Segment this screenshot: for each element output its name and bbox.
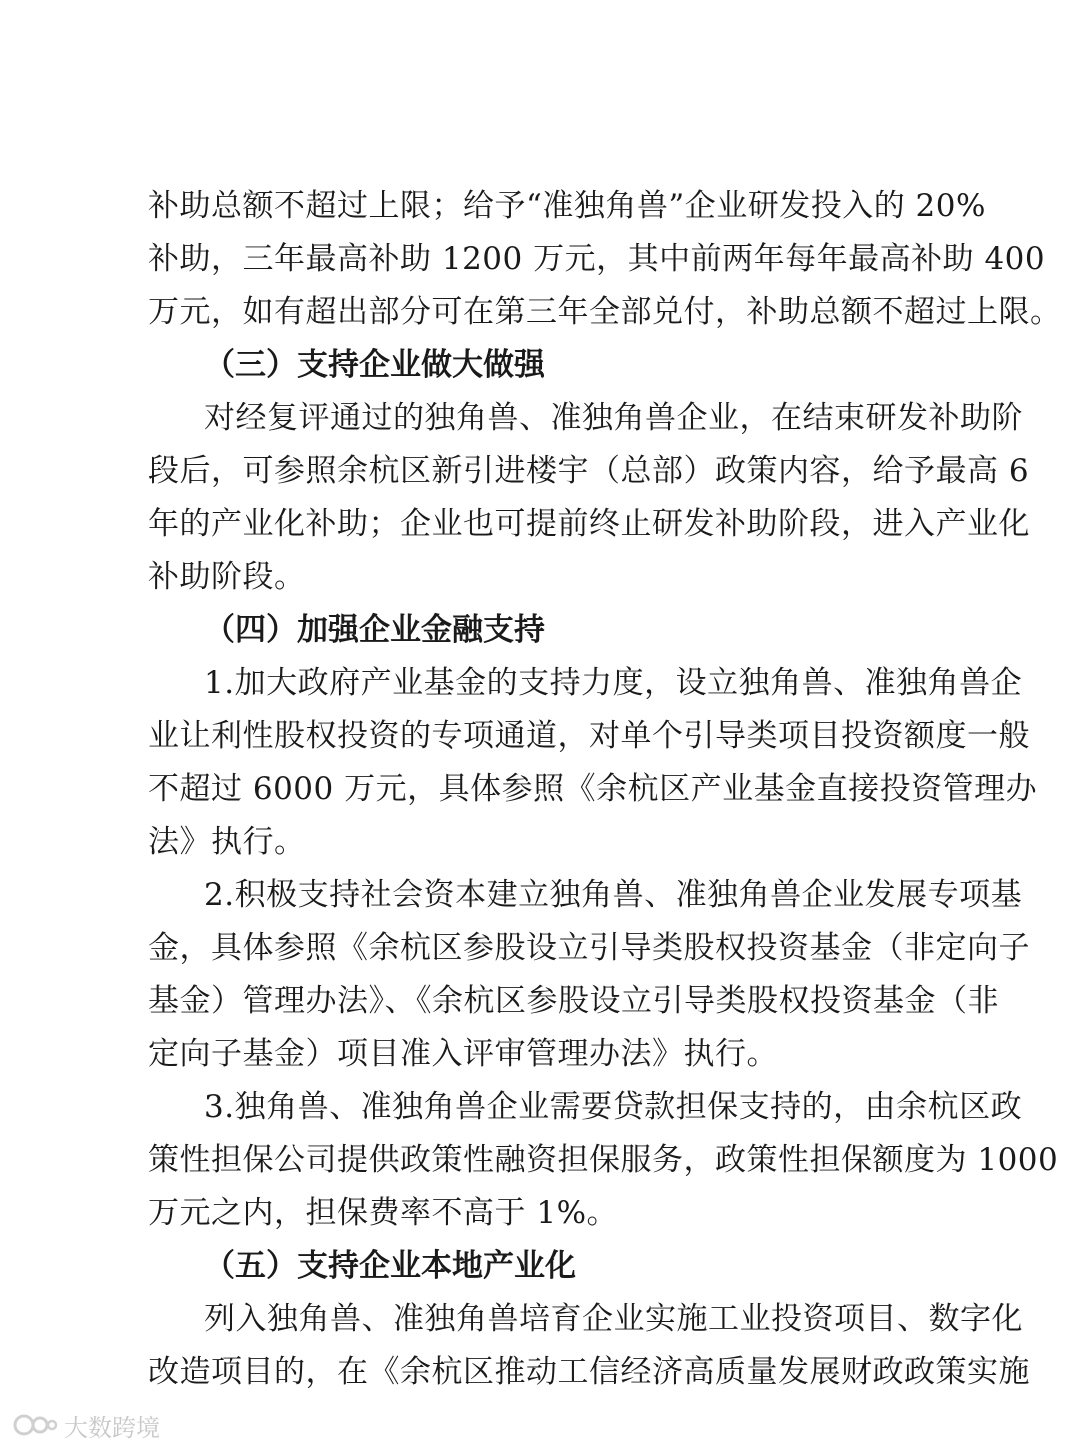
paragraph-2-line-2: 段后，可参照余杭区新引进楼宇（总部）政策内容，给予最高 6 (148, 453, 1030, 489)
paragraph-1-line-1: 补助总额不超过上限；给予“准独角兽”企业研发投入的 20% (148, 188, 986, 224)
paragraph-6-line-2: 改造项目的，在《余杭区推动工信经济高质量发展财政政策实施 (148, 1354, 1030, 1390)
watermark-text: 大数跨境 (64, 1413, 160, 1442)
paragraph-1-line-2: 补助，三年最高补助 1200 万元，其中前两年每年最高补助 400 (148, 241, 1046, 277)
watermark (12, 1408, 160, 1442)
watermark-logo-icon (12, 1411, 58, 1439)
paragraph-3-line-1: 1.加大政府产业基金的支持力度，设立独角兽、准独角兽企 (204, 665, 1023, 701)
paragraph-3-line-3: 不超过 6000 万元，具体参照《余杭区产业基金直接投资管理办 (148, 771, 1038, 807)
paragraph-2-line-3: 年的产业化补助；企业也可提前终止研发补助阶段，进入产业化 (148, 506, 1030, 542)
paragraph-1-line-3: 万元，如有超出部分可在第三年全部兑付，补助总额不超过上限。 (148, 294, 1062, 330)
paragraph-3-line-4: 法》执行。 (148, 824, 306, 860)
paragraph-4-line-2: 金，具体参照《余杭区参股设立引导类股权投资基金（非定向子 (148, 930, 1030, 966)
section-heading-3: （三）支持企业做大做强 (204, 347, 545, 383)
paragraph-2-line-4: 补助阶段。 (148, 559, 306, 595)
section-heading-5: （五）支持企业本地产业化 (204, 1248, 576, 1284)
paragraph-6-line-1: 列入独角兽、准独角兽培育企业实施工业投资项目、数字化 (204, 1301, 1023, 1337)
section-heading-4: （四）加强企业金融支持 (204, 612, 545, 648)
paragraph-3-line-2: 业让利性股权投资的专项通道，对单个引导类项目投资额度一般 (148, 718, 1030, 754)
paragraph-4-line-1: 2.积极支持社会资本建立独角兽、准独角兽企业发展专项基 (204, 877, 1023, 913)
paragraph-4-line-4: 定向子基金）项目准入评审管理办法》执行。 (148, 1036, 778, 1072)
paragraph-5-line-1: 3.独角兽、准独角兽企业需要贷款担保支持的，由余杭区政 (204, 1089, 1023, 1125)
paragraph-4-line-3: 基金）管理办法》、《余杭区参股设立引导类股权投资基金（非 (148, 983, 999, 1019)
paragraph-2-line-1: 对经复评通过的独角兽、准独角兽企业，在结束研发补助阶 (204, 400, 1023, 436)
paragraph-5-line-3: 万元之内，担保费率不高于 1%。 (148, 1195, 619, 1231)
paragraph-5-line-2: 策性担保公司提供政策性融资担保服务，政策性担保额度为 1000 (148, 1142, 1059, 1178)
